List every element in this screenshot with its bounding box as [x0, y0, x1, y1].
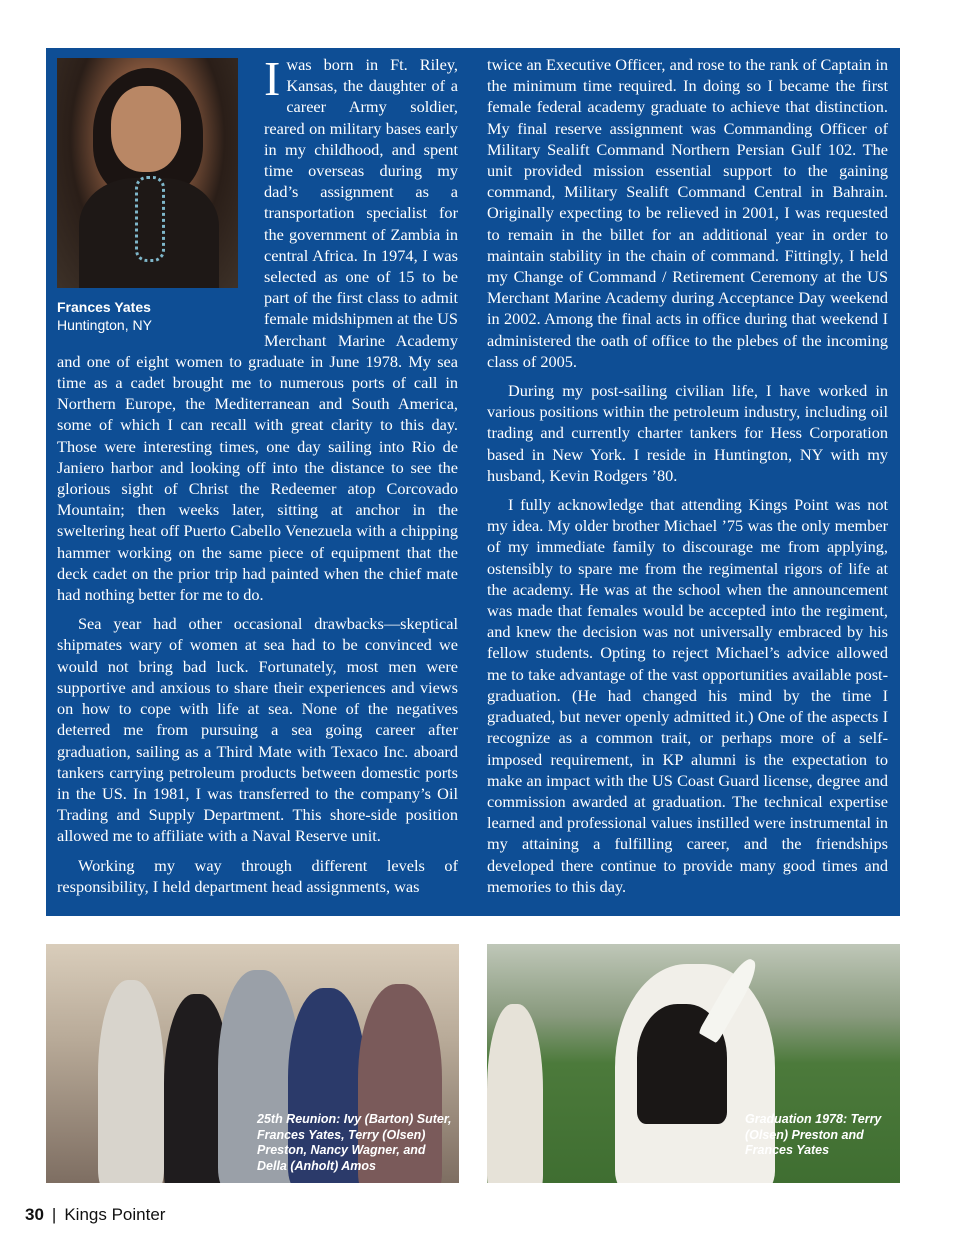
drop-cap: I: [264, 51, 281, 106]
page-number: 30: [25, 1205, 44, 1224]
article-paragraph-2: Sea year had other occasional drawbacks—skeptical shipmates wary of women at sea had to be convinced we would not bring bad luck. Fortunately, most men were supportive and anxious to share their experiences and views on how to cope with life at sea. None of the negatives deterred me from pursuing a sea going career after graduation, sailing as a Third Mate with Texaco Inc. aboard tankers carrying petroleum products between domestic ports in the US. In 1981, I was transferred to the company’s Oil Trading and Supply Department. This shore-side position allowed me to affiliate with a Naval Reserve unit.: [57, 614, 458, 846]
footer-separator: |: [51, 1205, 57, 1224]
article-column-right: [487, 54, 888, 905]
article-paragraph-4: twice an Executive Officer, and rose to the rank of Captain in the minimum time required. In doing so I became the first female federal academy graduate to achieve that distinction. My final reserve assignment was Commanding Officer of Military Sealift Command Northern Persian Gulf 102. The unit provided mission essential support to the gaining command, Military Sealift Command Central in Bahrain. Originally expecting to be relieved in 2001, I was requested to remain in the billet for an additional year in order to maintain stability in the chain of command. Fittingly, I held my Change of Command / Retirement Ceremony at the US Merchant Marine Academy during Acceptance Day weekend in 2002. Among the final acts in office during that weekend I administered the oath of office to the plebes of the incoming class of 2005.: [487, 55, 888, 371]
article-paragraph-6: I fully acknowledge that attending Kings Point was not my idea. My older brother Michael ’75 was the only member of my immediate family to discourage me from applying, ostensibly to spare me from the regimental rigors of life at the academy. He was at the school when the announcement was made that females would be accepted into the regiment, and knew the decision was not universally embraced by his fellow students. Opting to reject Michael’s advice allowed me to take advantage of the vast opportunities available post-graduation. (He had changed his mind by the time I graduated, but never openly admitted it.) One of the aspects I recognize as a common trait, or perhaps more of a self-imposed requirement, in KP alumni is the expectation to make an impact with the US Coast Guard license, degree and commission awarded at graduation. The technical expertise learned and professional values instilled were instrumental in my attaining a fulfilling career, and the friendships developed there continue to provide many good times and memories to this day.: [487, 495, 888, 896]
page-footer: [25, 1205, 165, 1225]
graduation-photo: [487, 944, 900, 1183]
reunion-photo-caption: 25th Reunion: Ivy (Barton) Suter, Frances Yates, Terry (Olsen) Preston, Nancy Wagner, and Della (Anholt) Amos: [257, 1112, 452, 1173]
portrait-name: Frances Yates: [57, 299, 151, 315]
article-paragraph-5: During my post-sailing civilian life, I have worked in various positions within the petroleum industry, including oil trading and currently charter tankers for Hess Corporation based in New York. I reside in Huntington, NY with my husband, Kevin Rodgers ’80.: [487, 381, 888, 485]
publication-name: Kings Pointer: [64, 1205, 166, 1224]
portrait-location: Huntington, NY: [57, 317, 152, 333]
article-column-left: [57, 51, 458, 905]
portrait-caption: [57, 298, 264, 334]
graduation-photo-caption: Graduation 1978: Terry (Olsen) Preston and Frances Yates: [745, 1112, 882, 1157]
article-paragraph-1-text: was born in Ft. Riley, Kansas, the daughter of a career Army soldier, reared on military bases early in my childhood, and spent time overseas during my dad’s assignment as a transportation specialist for the government of Zambia in central Africa. In 1974, I was selected as one of 15 to be part of the first class to admit female midshipmen at the US Merchant Marine Academy and one of eight women to graduate in June 1978. My sea time as a cadet brought me to numerous ports of call in Northern Europe, the Mediterranean and South America, some of which I can recall with great clarity to this day. Those were interesting times, one day sailing into Rio de Janiero harbor and looking off into the distance to see the glorious sight of Christ the Redeemer atop Corcovado Mountain; then weeks later, sitting at anchor in the sweltering heat off Puerto Cabello Venezuela with a chipping hammer working on the same piece of equipment that the deck cadet on the prior trip had painted when the chief mate had nothing better for me to do.: [57, 55, 458, 605]
portrait-photo: [57, 58, 238, 288]
article-panel: [46, 48, 900, 916]
article-paragraph-3: Working my way through different levels of responsibility, I held department head assignments, was: [57, 855, 458, 896]
reunion-photo: [46, 944, 459, 1183]
